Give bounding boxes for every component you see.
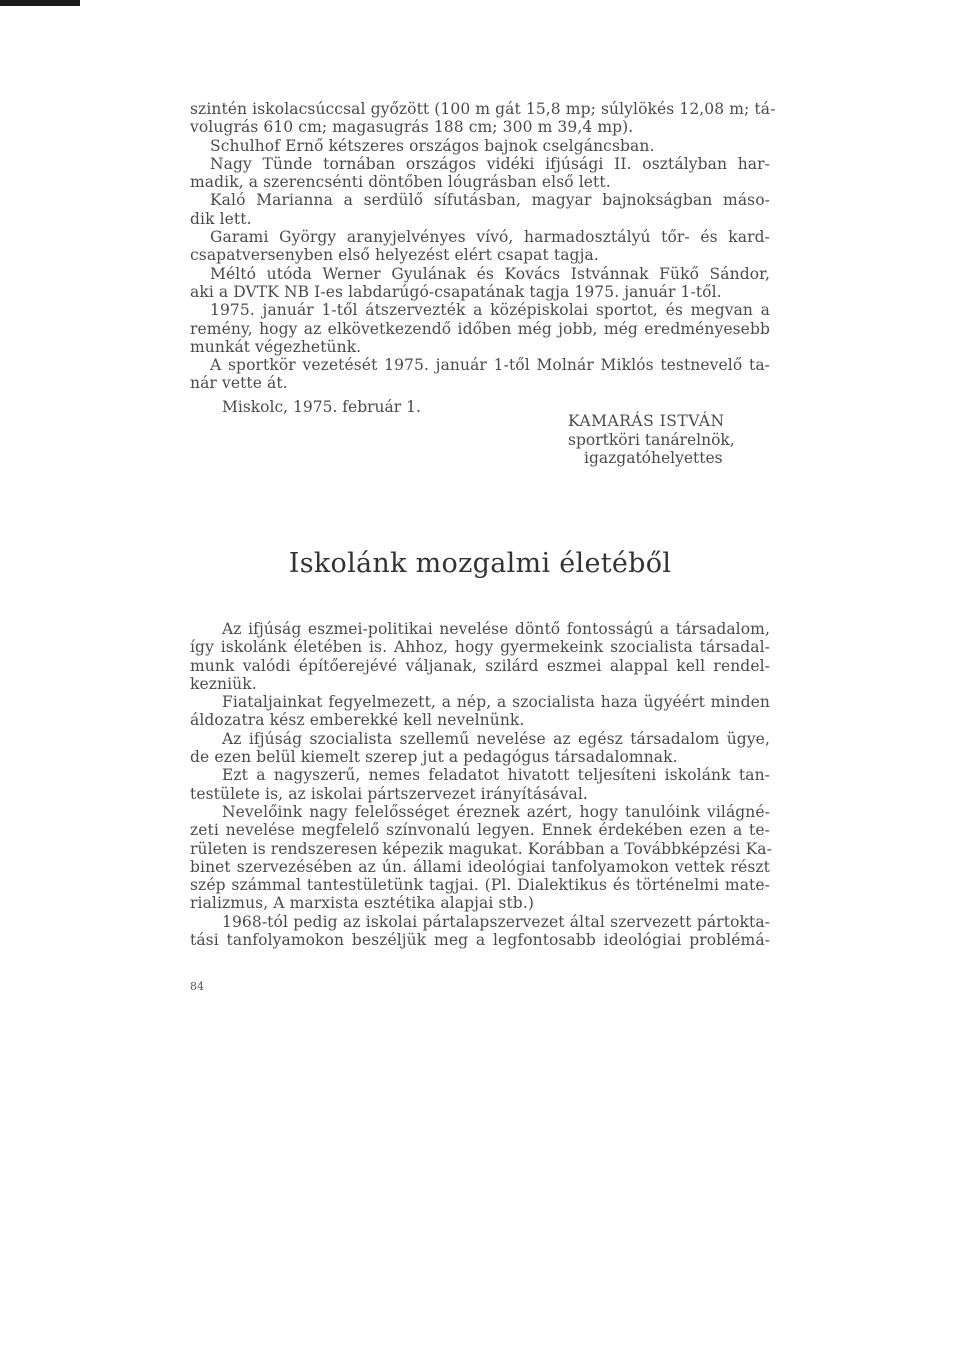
text-line: volugrás 610 cm; magasugrás 188 cm; 300 m 39,4 mp). <box>190 118 634 137</box>
text-line: 1968-tól pedig az iskolai pártalapszervezet által szervezett pártokta- <box>222 912 770 931</box>
text-line: Ezt a nagyszerű, nemes feladatot hivatott teljesíteni iskolánk tan- <box>222 766 770 785</box>
signature-name: KAMARÁS ISTVÁN <box>568 412 725 430</box>
text-line: Méltó utóda Werner Gyulának és Kovács Istvánnak Fükő Sándor, <box>210 264 770 283</box>
text-line: remény, hogy az elkövetkezendő időben még jobb, még eredményesebb <box>190 319 770 338</box>
text-line: 1975. január 1-től átszervezték a középiskolai sportot, és megvan a <box>210 301 770 320</box>
text-line: kezniük. <box>190 674 257 693</box>
text-line: madik, a szerencsénti döntőben lóugrásban első lett. <box>190 173 611 192</box>
text-line: tási tanfolyamokon beszéljük meg a legfontosabb ideológiai problémá- <box>190 931 770 950</box>
date-place: Miskolc, 1975. február 1. <box>222 398 421 416</box>
body-paragraphs <box>190 620 770 949</box>
text-line: munkát végezhetünk. <box>190 337 362 356</box>
text-line: zeti nevelése megfelelő színvonalú legyen. Ennek érdekében ezen a te- <box>190 821 770 840</box>
text-line: A sportkör vezetését 1975. január 1-től Molnár Miklós testnevelő ta- <box>210 356 770 375</box>
text-line: szintén iskolacsúccsal győzött (100 m gát 15,8 mp; súlylökés 12,08 m; tá- <box>190 100 776 118</box>
text-line: de ezen belül kiemelt szerep jut a pedagógus társadalomnak. <box>190 748 678 767</box>
text-line: Fiataljainkat fegyelmezett, a nép, a szocialista haza ügyéért minden <box>222 693 770 712</box>
scan-edge-mark <box>0 0 80 6</box>
signature-role: sportköri tanárelnök, <box>568 430 735 449</box>
text-line: dik lett. <box>190 209 252 228</box>
text-line: aki a DVTK NB I-es labdarúgó-csapatának tagja 1975. január 1-től. <box>190 282 722 301</box>
text-line: Nagy Tünde tornában országos vidéki ifjúsági II. osztályban har- <box>210 154 770 173</box>
text-line: munk valódi építőerejévé váljanak, szilárd eszmei alappal kell rendel- <box>190 656 770 675</box>
signature-block <box>568 412 735 468</box>
signature-role-secondary: igazgatóhelyettes <box>584 449 723 467</box>
text-line: Nevelőink nagy felelősséget éreznek azért, hogy tanulóink világné- <box>222 802 770 821</box>
text-line: Az ifjúság szocialista szellemű nevelése az egész társadalom ügye, <box>222 729 770 748</box>
text-line: nár vette át. <box>190 374 288 393</box>
section-title: Iskolánk mozgalmi életéből <box>288 548 672 579</box>
text-line: így iskolánk életében is. Ahhoz, hogy gyermekeink szocialista társadal- <box>190 638 770 657</box>
text-line: szép számmal tantestületünk tagjai. (Pl. Dialektikus és történelmi mate- <box>190 876 770 895</box>
text-line: binet szervezésében az ún. állami ideológiai tanfolyamokon vettek részt <box>190 857 770 876</box>
text-line: Schulhof Ernő kétszeres országos bajnok cselgáncsban. <box>210 136 655 155</box>
text-line: rializmus, A marxista esztétika alapjai stb.) <box>190 894 535 913</box>
text-line: Kaló Marianna a serdülő sífutásban, magyar bajnokságban máso- <box>210 191 770 210</box>
text-line: rületen is rendszeresen képezik magukat. Korábban a Továbbképzési Ka- <box>190 839 772 858</box>
text-line: áldozatra kész emberekké kell nevelnünk. <box>190 711 525 730</box>
text-line: Garami György aranyjelvényes vívó, harmadosztályú tőr- és kard- <box>210 228 770 247</box>
intro-paragraphs <box>190 100 776 393</box>
text-line: Az ifjúság eszmei-politikai nevelése döntő fontosságú a társadalom, <box>222 620 770 638</box>
text-line: testülete is, az iskolai pártszervezet irányításával. <box>190 784 588 803</box>
page-number: 84 <box>190 980 204 993</box>
text-line: csapatversenyben első helyezést elért csapat tagja. <box>190 246 599 265</box>
